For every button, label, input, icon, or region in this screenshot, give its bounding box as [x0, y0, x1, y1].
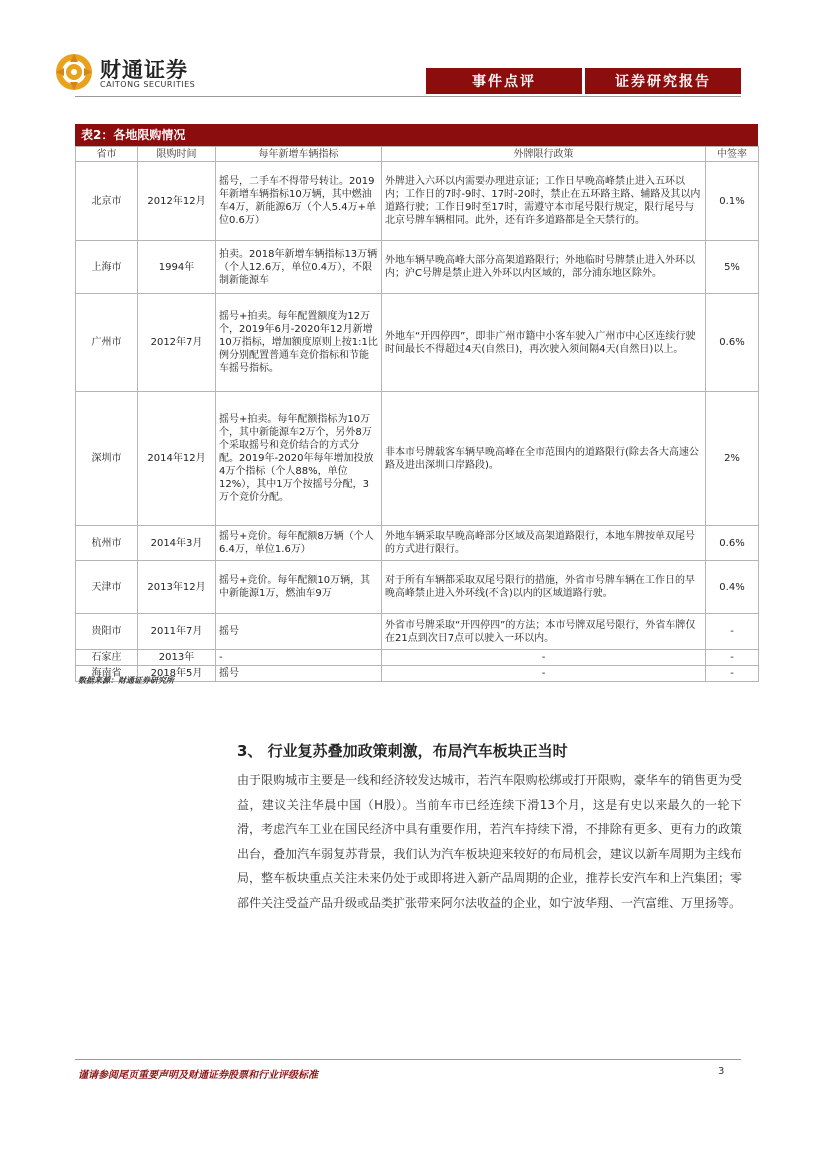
policy-cell: 对于所有车辆都采取双尾号限行的措施，外省市号牌车辆在工作日的早晚高峰禁止进入外环线(不含)以内的区域道路行驶。 [382, 561, 706, 614]
policy-cell: 外牌进入六环以内需要办理进京证；工作日早晚高峰禁止进入五环以内；工作日的7时-9时、17时-20时，禁止在五环路主路、辅路及其以内道路行驶；工作日9时至17时，需遵守本市尾号限行规定，限行尾号与北京号牌车辆相同。此外，还有许多道路都是全天禁行的。 [382, 162, 706, 241]
table-row [76, 241, 759, 294]
table-row [76, 561, 759, 614]
rate-cell: 5% [706, 241, 759, 294]
time-cell: 2014年12月 [138, 392, 216, 526]
rate-cell: - [706, 614, 759, 650]
quota-cell: 摇号+拍卖。每年配置额度为12万个，2019年6月-2020年12月新增10万指标，增加额度原则上按1:1比例分别配置普通车竞价指标和节能车摇号指标。 [216, 294, 382, 392]
section-heading: 3、 行业复苏叠加政策刺激，布局汽车板块正当时 [237, 742, 568, 760]
rate-cell: 0.6% [706, 294, 759, 392]
table-row [76, 162, 759, 241]
rate-cell: 2% [706, 392, 759, 526]
tab-research-report: 证券研究报告 [585, 68, 741, 94]
logo-english-name: CAITONG SECURITIES [100, 80, 196, 89]
time-cell: 2012年7月 [138, 294, 216, 392]
rate-cell: 0.4% [706, 561, 759, 614]
table-header-row [76, 147, 759, 162]
policy-cell: 外地车辆采取早晚高峰部分区域及高架道路限行，本地车牌按单双尾号的方式进行限行。 [382, 526, 706, 561]
header-tabs [426, 68, 741, 94]
table-row [76, 666, 759, 682]
policy-cell: 外省市号牌采取“开四停四”的方法；本市号牌双尾号限行，外省车牌仅在21点到次日7点可以驶入一环以内。 [382, 614, 706, 650]
quota-cell: 摇号+竞价。每年配额8万辆（个人6.4万，单位1.6万） [216, 526, 382, 561]
rate-cell: 0.1% [706, 162, 759, 241]
policy-cell: 外地车“开四停四”，即非广州市籍中小客车驶入广州市中心区连续行驶时间最长不得超过4天(自然日)，再次驶入须间隔4天(自然日)以上。 [382, 294, 706, 392]
time-cell: 2013年12月 [138, 561, 216, 614]
city-cell: 上海市 [76, 241, 138, 294]
quota-cell: 摇号+拍卖。每年配额指标为10万个，其中新能源车2万个，另外8万个采取摇号和竞价结合的方式分配。2019年-2020年每年增加投放4万个指标（个人88%，单位12%），其中1万个按摇号分配，3万个竞价分配。 [216, 392, 382, 526]
table-row [76, 392, 759, 526]
column-header: 中签率 [706, 147, 759, 162]
rate-cell: 0.6% [706, 526, 759, 561]
footer-divider [75, 1059, 741, 1060]
quota-cell: 摇号，二手车不得带号转让。2019年新增车辆指标10万辆，其中燃油车4万，新能源6万（个人5.4万+单位0.6万） [216, 162, 382, 241]
city-cell: 杭州市 [76, 526, 138, 561]
city-cell: 石家庄 [76, 650, 138, 666]
tab-event-review: 事件点评 [426, 68, 582, 94]
city-cell: 北京市 [76, 162, 138, 241]
table-row [76, 526, 759, 561]
quota-cell: - [216, 650, 382, 666]
table-row [76, 650, 759, 666]
policy-cell: 非本市号牌载客车辆早晚高峰在全市范围内的道路限行(除去各大高速公路及进出深圳口岸路段)。 [382, 392, 706, 526]
time-cell: 2013年 [138, 650, 216, 666]
city-cell: 海南省 [76, 666, 138, 682]
policy-cell: 外地车辆早晚高峰大部分高架道路限行；外地临时号牌禁止进入外环以内；沪C号牌是禁止进入外环以内区域的，部分浦东地区除外。 [382, 241, 706, 294]
quota-cell: 摇号 [216, 666, 382, 682]
caitong-logo-icon [54, 52, 94, 92]
city-cell: 贵阳市 [76, 614, 138, 650]
table-row [76, 614, 759, 650]
logo-chinese-name: 财通证券 [100, 58, 188, 82]
rate-cell: - [706, 666, 759, 682]
data-source-note: 数据来源：财通证券研究所 [78, 676, 174, 685]
city-cell: 天津市 [76, 561, 138, 614]
company-logo [54, 52, 214, 96]
table-row [76, 294, 759, 392]
time-cell: 2012年12月 [138, 162, 216, 241]
column-header: 外牌限行政策 [382, 147, 706, 162]
column-header: 每年新增车辆指标 [216, 147, 382, 162]
column-header: 限购时间 [138, 147, 216, 162]
time-cell: 2018年5月 [138, 666, 216, 682]
purchase-restriction-table [75, 146, 759, 682]
header-divider [75, 96, 741, 97]
policy-cell: - [382, 666, 706, 682]
quota-cell: 摇号 [216, 614, 382, 650]
time-cell: 2014年3月 [138, 526, 216, 561]
table-title: 表2：各地限购情况 [75, 124, 758, 146]
column-header: 省市 [76, 147, 138, 162]
page-number: 3 [718, 1066, 725, 1077]
quota-cell: 拍卖。2018年新增车辆指标13万辆（个人12.6万，单位0.4万），不限制新能源车 [216, 241, 382, 294]
quota-cell: 摇号+竞价。每年配额10万辆，其中新能源1万，燃油车9万 [216, 561, 382, 614]
policy-cell: - [382, 650, 706, 666]
city-cell: 广州市 [76, 294, 138, 392]
rate-cell: - [706, 650, 759, 666]
city-cell: 深圳市 [76, 392, 138, 526]
time-cell: 1994年 [138, 241, 216, 294]
time-cell: 2011年7月 [138, 614, 216, 650]
section-body-paragraph: 由于限购城市主要是一线和经济较发达城市，若汽车限购松绑或打开限购，豪华车的销售更为受益，建议关注华晨中国（H股）。当前车市已经连续下滑13个月，这是有史以来最久的一轮下滑，考虑汽车工业在国民经济中具有重要作用，若汽车持续下滑，不排除有更多、更有力的政策出台，叠加汽车弱复苏背景，我们认为汽车板块迎来较好的布局机会，建议以新车周期为主线布局，整车板块重点关注未来仍处于或即将进入新产品周期的企业，推荐长安汽车和上汽集团；零部件关注受益产品升级或品类扩张带来阿尔法收益的企业，如宁波华翔、一汽富维、万里扬等。 [237, 773, 742, 910]
footer-disclaimer: 谨请参阅尾页重要声明及财通证券股票和行业评级标准 [78, 1070, 318, 1081]
